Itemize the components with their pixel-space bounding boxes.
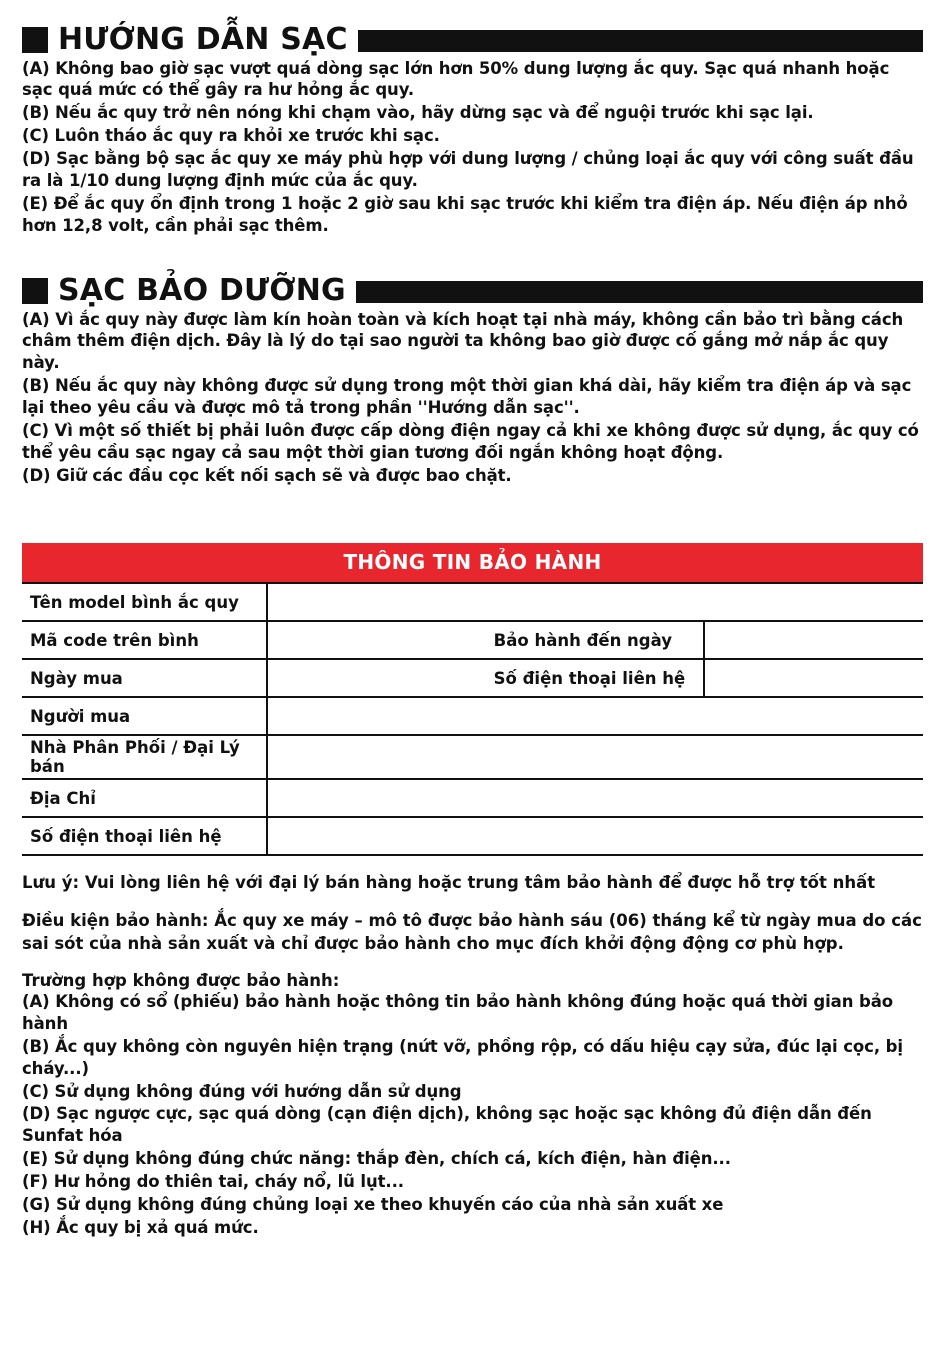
- spacer: [22, 241, 923, 269]
- spacer: [22, 491, 923, 543]
- spacer: [22, 894, 923, 910]
- row-value-field[interactable]: [267, 697, 923, 735]
- row-label-secondary: Bảo hành đến ngày: [486, 621, 705, 659]
- exclusion-item: (H) Ắc quy bị xả quá mức.: [22, 1218, 259, 1238]
- table-row: [22, 621, 923, 659]
- row-label-secondary: Số điện thoại liên hệ: [486, 659, 705, 697]
- note-contact: Lưu ý: Vui lòng liên hệ với đại lý bán hàng hoặc trung tâm bảo hành để được hỗ trợ tốt nhất: [22, 873, 876, 892]
- footer-notes: [22, 872, 923, 1239]
- section-charging-guide: [22, 24, 923, 237]
- table-row: [22, 659, 923, 697]
- heading-rule: [358, 30, 923, 52]
- section-body: [22, 58, 923, 238]
- exclusion-item: (F) Hư hỏng do thiên tai, cháy nổ, lũ lụt...: [22, 1172, 404, 1192]
- warranty-title: THÔNG TIN BẢO HÀNH: [22, 543, 923, 582]
- row-label: Ngày mua: [22, 659, 267, 697]
- spacer: [22, 955, 923, 971]
- table-row: [22, 583, 923, 621]
- section-heading: [22, 275, 923, 307]
- paragraph: (C) Vì một số thiết bị phải luôn được cấp dòng điện ngay cả khi xe không được sử dụng, ắc quy có thể yêu cầu sạc ngay cả sau một thời gian tương đối ngắn không hoạt động.: [22, 421, 919, 463]
- warranty-section: [22, 543, 923, 856]
- square-bullet-icon: [22, 27, 48, 53]
- exclusions-title: Trường hợp không được bảo hành:: [22, 970, 340, 990]
- table-row: [22, 697, 923, 735]
- square-bullet-icon: [22, 278, 48, 304]
- spacer: [22, 856, 923, 872]
- paragraph: (E) Để ắc quy ổn định trong 1 hoặc 2 giờ sau khi sạc trước khi kiểm tra điện áp. Nếu điện áp nhỏ hơn 12,8 volt, cần phải sạc thêm.: [22, 194, 908, 236]
- section-body: [22, 309, 923, 488]
- row-value-field-secondary[interactable]: [704, 659, 923, 697]
- row-value-field-secondary[interactable]: [704, 621, 923, 659]
- paragraph: (B) Nếu ắc quy này không được sử dụng trong một thời gian khá dài, hãy kiểm tra điện áp và sạc lại theo yêu cầu và được mô tả trong phần ''Hướng dẫn sạc''.: [22, 376, 912, 418]
- exclusion-item: (B) Ắc quy không còn nguyên hiện trạng (nứt vỡ, phồng rộp, có dấu hiệu cạy sửa, đúc lại cọc, bị cháy...): [22, 1036, 903, 1078]
- exclusion-item: (E) Sử dụng không đúng chức năng: thắp đèn, chích cá, kích điện, hàn điện...: [22, 1149, 731, 1169]
- row-value-field[interactable]: [267, 779, 923, 817]
- row-value-field[interactable]: [267, 659, 486, 697]
- table-row: [22, 735, 923, 779]
- row-value-field[interactable]: [267, 583, 923, 621]
- row-label: Số điện thoại liên hệ: [22, 817, 267, 855]
- paragraph: (A) Không bao giờ sạc vượt quá dòng sạc lớn hơn 50% dung lượng ắc quy. Sạc quá nhanh hoặc sạc quá mức có thể gây ra hư hỏng ắc quy.: [22, 58, 890, 100]
- section-title: SẠC BẢO DƯỠNG: [58, 273, 346, 308]
- warranty-conditions: Điều kiện bảo hành: Ắc quy xe máy – mô tô được bảo hành sáu (06) tháng kể từ ngày mua do các sai sót của nhà sản xuất và chỉ được bảo hành cho mục đích khởi động động cơ phù hợp.: [22, 911, 922, 953]
- paragraph: (A) Vì ắc quy này được làm kín hoàn toàn và kích hoạt tại nhà máy, không cần bảo trì bằng cách châm thêm điện dịch. Đây là lý do tại sao người ta không bao giờ được cố gắng mở nắp ắc quy này.: [22, 309, 904, 373]
- exclusion-item: (D) Sạc ngược cực, sạc quá dòng (cạn điện dịch), không sạc hoặc sạc không đủ điện dẫn đến Sunfat hóa: [22, 1104, 872, 1146]
- paragraph: (B) Nếu ắc quy trở nên nóng khi chạm vào, hãy dừng sạc và để nguội trước khi sạc lại.: [22, 103, 814, 123]
- exclusion-item: (C) Sử dụng không đúng với hướng dẫn sử dụng: [22, 1081, 462, 1101]
- section-title: HƯỚNG DẪN SẠC: [58, 22, 348, 57]
- row-label: Nhà Phân Phối / Đại Lý bán: [22, 735, 267, 779]
- exclusion-item: (A) Không có sổ (phiếu) bảo hành hoặc thông tin bảo hành không đúng hoặc quá thời gian bảo hành: [22, 991, 893, 1033]
- exclusion-item: (G) Sử dụng không đúng chủng loại xe theo khuyến cáo của nhà sản xuất xe: [22, 1195, 724, 1215]
- warranty-table: [22, 582, 923, 856]
- paragraph: (D) Sạc bằng bộ sạc ắc quy xe máy phù hợp với dung lượng / chủng loại ắc quy với công suất đầu ra là 1/10 dung lượng định mức của ắc quy.: [22, 149, 914, 191]
- row-value-field[interactable]: [267, 817, 923, 855]
- paragraph: (C) Luôn tháo ắc quy ra khỏi xe trước khi sạc.: [22, 126, 440, 146]
- heading-rule: [356, 281, 923, 303]
- row-label: Mã code trên bình: [22, 621, 267, 659]
- row-label: Người mua: [22, 697, 267, 735]
- row-value-field[interactable]: [267, 735, 923, 779]
- section-heading: [22, 24, 923, 56]
- table-row: [22, 779, 923, 817]
- section-maintenance-charging: [22, 275, 923, 487]
- row-value-field[interactable]: [267, 621, 486, 659]
- row-label: Tên model bình ắc quy: [22, 583, 267, 621]
- paragraph: (D) Giữ các đầu cọc kết nối sạch sẽ và được bao chặt.: [22, 466, 512, 486]
- table-row: [22, 817, 923, 855]
- row-label: Địa Chỉ: [22, 779, 267, 817]
